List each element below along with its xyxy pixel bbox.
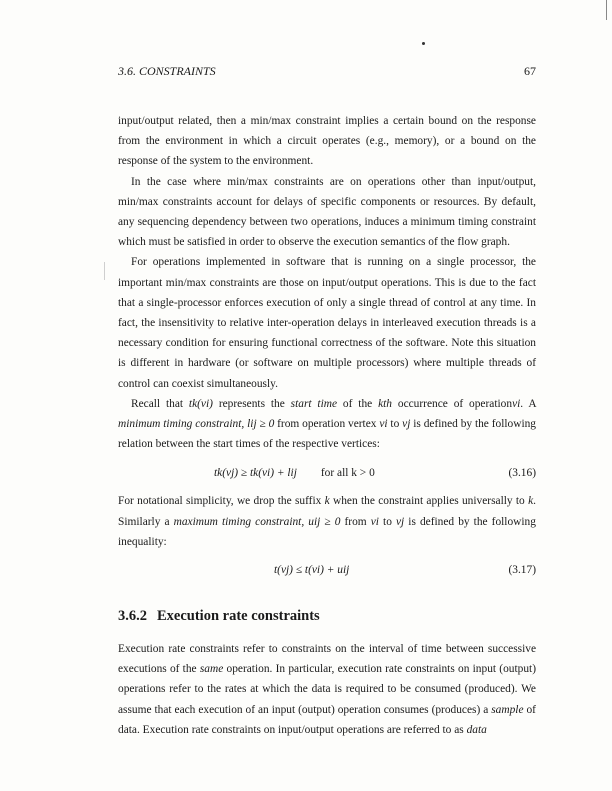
margin-mark bbox=[104, 262, 105, 280]
section-running-title: 3.6. CONSTRAINTS bbox=[118, 64, 216, 78]
running-header bbox=[118, 64, 536, 79]
equation-number: (3.16) bbox=[508, 466, 536, 479]
paragraph-3: For operations implemented in software that is running on a single processor, the important min/max constraints are those on input/output operations. This is due to the fact that a single-processor enforces execution of only a single thread of control at any time. In fact, the insensitivity to relative inter-operation delays in interleaved execution threads is a necessary condition for ensuring functional correctness of the software. Note this situation is different in hardware (or software on multiple processors) where multiple threads of control can coexist simultaneously. bbox=[118, 256, 536, 390]
equation-expression: tk(vj) ≥ tk(vi) + lij bbox=[214, 466, 297, 479]
section-heading: 3.6.2 Execution rate constraints bbox=[118, 608, 320, 625]
math-tk-vi: tk(vi) bbox=[188, 397, 213, 410]
page-number: 67 bbox=[524, 64, 536, 78]
page-edge-mark bbox=[606, 0, 607, 20]
paragraph-5: For notational simplicity, we drop the suffix k when the constraint applies universally to k. Similarly a maximum timing constraint, uij ≥ 0 from vi to vj is defined by the following inequality: bbox=[118, 495, 536, 548]
paragraph-1: input/output related, then a min/max constraint implies a certain bound on the response from the environment in which a circuit operates (e.g., memory), or a bound on the response of the system to the environment. bbox=[118, 115, 536, 168]
math-kth: kth bbox=[378, 397, 392, 410]
equation-expression: t(vj) ≤ t(vi) + uij bbox=[274, 564, 350, 577]
paragraph-4: Recall that tk(vi) represents the start time of the kth occurrence of operationvi. A minimum timing constraint, lij ≥ 0 from operation vertex vi to vj is defined by the following relation between the start times of the respective vertices: bbox=[118, 397, 537, 451]
equation-3-16 bbox=[118, 454, 536, 491]
scan-speck bbox=[422, 42, 425, 45]
math-lij: lij ≥ 0 bbox=[247, 418, 275, 431]
equation-condition: for all k > 0 bbox=[320, 466, 375, 479]
body-text bbox=[118, 111, 536, 740]
equation-number: (3.17) bbox=[508, 564, 536, 577]
equation-3-17 bbox=[118, 552, 536, 589]
paragraph-6: Execution rate constraints refer to constraints on the interval of time between successive executions of the same operation. In particular, execution rate constraints on input (output) operations refer to the rates at which the data is required to be consumed (produced). We assume that each execution of an input (output) operation consumes (produces) a sample of data. Execution rate constraints on input/output operations are referred to as data bbox=[118, 643, 536, 736]
paragraph-2: In the case where min/max constraints are on operations other than input/output, min/max constraints account for delays of specific components or resources. By default, any sequencing dependency between two operations, induces a minimum timing constraint which must be satisfied in order to observe the execution semantics of the flow graph. bbox=[118, 175, 536, 249]
